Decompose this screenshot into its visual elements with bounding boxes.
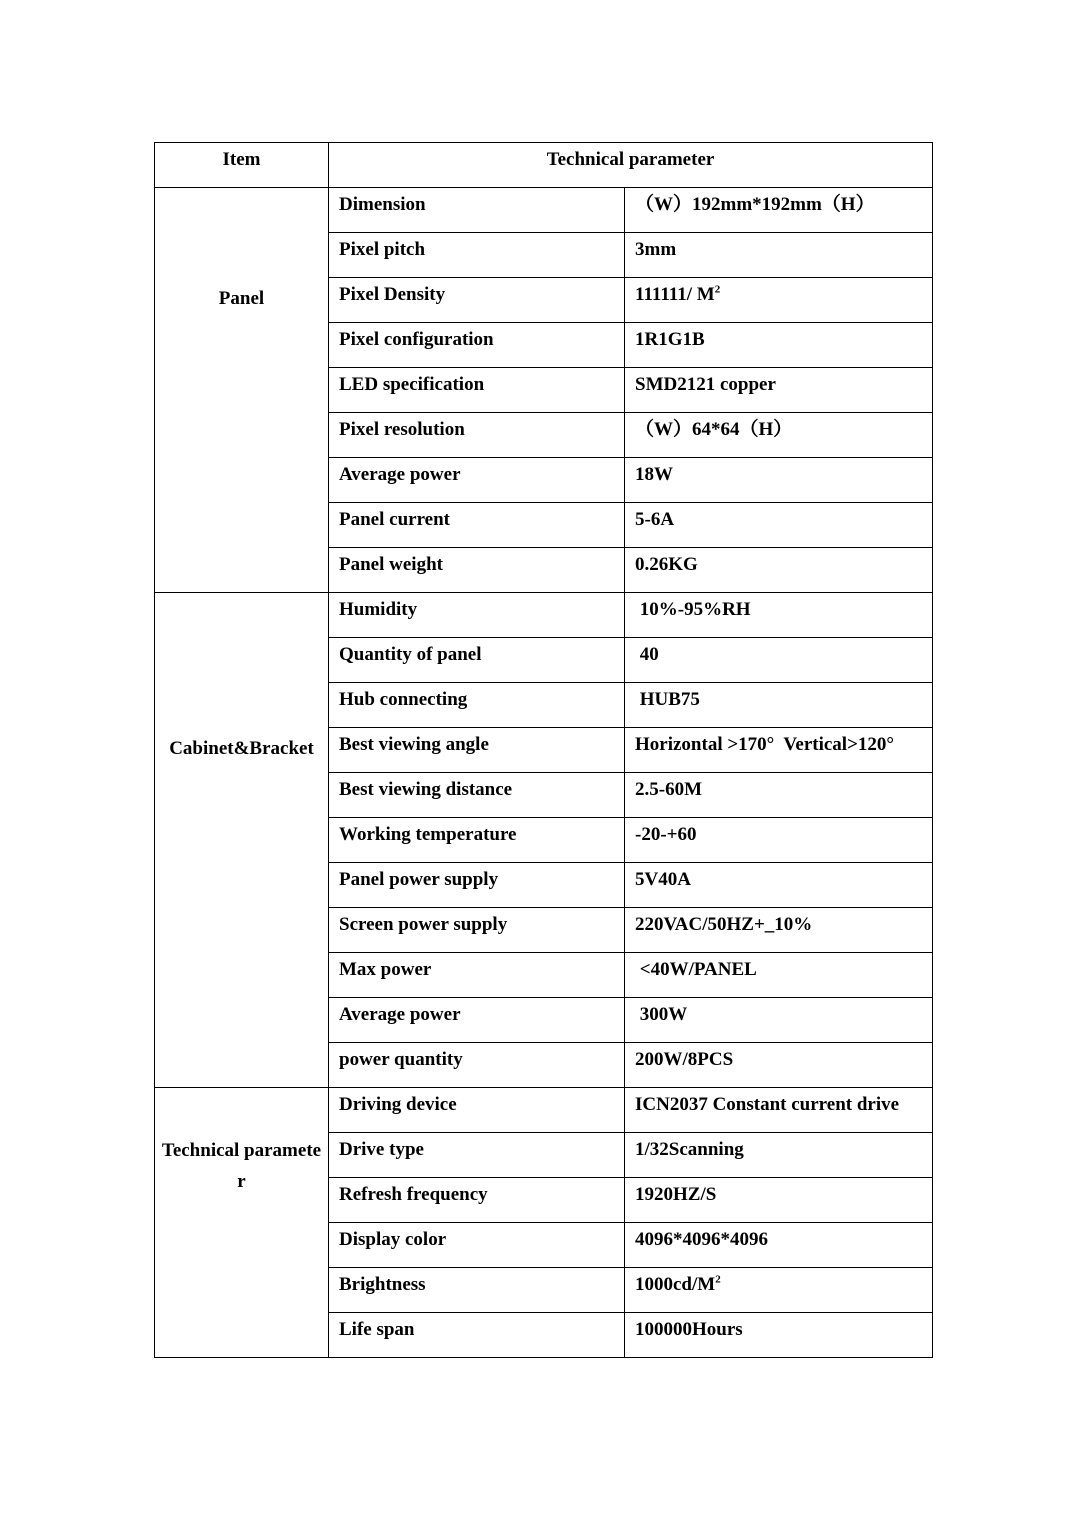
param-label-cell (329, 1043, 625, 1088)
param-value: 300W (635, 1004, 688, 1025)
param-value-cell (625, 188, 933, 233)
header-technical-parameter-cell (329, 143, 933, 188)
param-value: 18W (635, 464, 673, 485)
param-value-wrap (625, 548, 932, 576)
header-technical-parameter: Technical parameter (546, 149, 715, 170)
param-label: Brightness (339, 1274, 426, 1295)
param-label: Pixel pitch (339, 239, 426, 260)
param-value-cell (625, 1223, 933, 1268)
param-value: <40W/PANEL (635, 959, 757, 980)
param-label: Dimension (339, 194, 426, 215)
param-value-cell (625, 908, 933, 953)
param-label: power quantity (339, 1049, 463, 1070)
param-value-wrap (625, 368, 932, 396)
param-label-cell (329, 368, 625, 413)
param-label: Average power (339, 464, 461, 485)
table-row (155, 593, 933, 638)
param-label: Working temperature (339, 824, 517, 845)
param-value-wrap (625, 1088, 932, 1116)
param-label: Panel power supply (339, 869, 499, 890)
param-label-cell (329, 323, 625, 368)
header-item: Item (222, 149, 261, 170)
param-value-cell (625, 323, 933, 368)
param-value-cell (625, 998, 933, 1043)
param-value: 5-6A (635, 509, 675, 530)
param-label: Pixel resolution (339, 419, 465, 440)
param-value-wrap (625, 233, 932, 261)
param-value: HUB75 (635, 689, 700, 710)
param-value: Horizontal >170° Vertical>120° (635, 734, 895, 755)
param-value-wrap (625, 413, 932, 441)
param-value-cell (625, 863, 933, 908)
param-label: Average power (339, 1004, 461, 1025)
param-value-wrap (625, 1043, 932, 1071)
param-label-cell (329, 998, 625, 1043)
param-label: Quantity of panel (339, 644, 482, 665)
param-value-wrap (625, 818, 932, 846)
param-value-cell (625, 593, 933, 638)
param-value: 1920HZ/S (635, 1184, 717, 1205)
param-value-wrap (625, 1313, 932, 1341)
param-value-wrap (625, 188, 932, 216)
group-cell (155, 188, 329, 593)
param-value: ICN2037 Constant current drive (635, 1094, 900, 1115)
param-value-wrap (625, 773, 932, 801)
param-value-wrap (625, 323, 932, 351)
param-value-cell (625, 548, 933, 593)
param-label-cell (329, 1223, 625, 1268)
param-value-superscript: 2 (715, 1273, 721, 1286)
param-label-cell (329, 1133, 625, 1178)
param-value-wrap (625, 1268, 932, 1296)
param-value-cell (625, 233, 933, 278)
param-label-cell (329, 1088, 625, 1133)
group-name: Panel (218, 288, 265, 309)
param-label-cell (329, 818, 625, 863)
spec-table (154, 142, 933, 1358)
param-value-wrap (625, 1223, 932, 1251)
param-label-cell (329, 458, 625, 503)
param-value-cell (625, 683, 933, 728)
param-value: 1R1G1B (635, 329, 705, 350)
param-label-cell (329, 1313, 625, 1358)
param-value: 3mm (635, 239, 677, 260)
param-value: （W）64*64（H） (635, 419, 793, 440)
param-value-cell (625, 1043, 933, 1088)
param-value-wrap (625, 503, 932, 531)
param-value-wrap (625, 953, 932, 981)
param-label-cell (329, 773, 625, 818)
param-label-cell (329, 503, 625, 548)
group-cell (155, 593, 329, 1088)
param-label: Hub connecting (339, 689, 468, 710)
param-label: Display color (339, 1229, 447, 1250)
param-label: Driving device (339, 1094, 457, 1115)
param-value-cell (625, 1133, 933, 1178)
spec-table-body (155, 143, 933, 1358)
param-value-wrap (625, 683, 932, 711)
param-value: 200W/8PCS (635, 1049, 734, 1070)
group-cell (155, 1088, 329, 1358)
param-value-cell (625, 1178, 933, 1223)
param-value: 1/32Scanning (635, 1139, 744, 1160)
param-value-cell (625, 773, 933, 818)
param-value-wrap (625, 593, 932, 621)
param-label-cell (329, 863, 625, 908)
header-row (155, 143, 933, 188)
param-label-cell (329, 908, 625, 953)
param-label-cell (329, 188, 625, 233)
param-label-cell (329, 278, 625, 323)
param-value-cell (625, 728, 933, 773)
param-label: Life span (339, 1319, 415, 1340)
param-value-cell (625, 638, 933, 683)
param-value-wrap (625, 908, 932, 936)
param-label: LED specification (339, 374, 485, 395)
group-name: Technical parameter (161, 1140, 322, 1192)
param-value-cell (625, 503, 933, 548)
param-value-cell (625, 1088, 933, 1133)
param-value: 4096*4096*4096 (635, 1229, 768, 1250)
param-label-cell (329, 728, 625, 773)
param-label-cell (329, 683, 625, 728)
param-value-wrap (625, 1178, 932, 1206)
param-label-cell (329, 1268, 625, 1313)
param-value-cell (625, 818, 933, 863)
param-value: 1000cd/M (635, 1274, 716, 1295)
param-label: Best viewing distance (339, 779, 513, 800)
param-value-wrap (625, 1133, 932, 1161)
param-value: SMD2121 copper (635, 374, 776, 395)
param-label-cell (329, 593, 625, 638)
param-value: 40 (635, 644, 659, 665)
param-value: 220VAC/50HZ+_10% (635, 914, 813, 935)
param-value-cell (625, 953, 933, 998)
param-label: Pixel configuration (339, 329, 494, 350)
param-value: （W）192mm*192mm（H） (635, 194, 875, 215)
param-value-wrap (625, 728, 932, 756)
param-value-cell (625, 1313, 933, 1358)
param-value-wrap (625, 278, 932, 306)
table-row (155, 188, 933, 233)
param-value-cell (625, 458, 933, 503)
param-label: Best viewing angle (339, 734, 489, 755)
param-label-cell (329, 548, 625, 593)
param-label-cell (329, 953, 625, 998)
header-item-cell (155, 143, 329, 188)
group-name: Cabinet&Bracket (169, 738, 314, 759)
param-value-cell (625, 1268, 933, 1313)
param-value: -20-+60 (635, 824, 697, 845)
param-value-cell (625, 278, 933, 323)
table-row (155, 1088, 933, 1133)
param-label-cell (329, 413, 625, 458)
param-value-wrap (625, 863, 932, 891)
param-label: Screen power supply (339, 914, 508, 935)
param-label-cell (329, 638, 625, 683)
param-value-superscript: 2 (714, 283, 721, 296)
param-label: Drive type (339, 1139, 424, 1160)
param-value: 10%-95%RH (635, 599, 751, 620)
param-value-cell (625, 368, 933, 413)
param-value-cell (625, 413, 933, 458)
param-value: 100000Hours (635, 1319, 743, 1340)
param-label: Refresh frequency (339, 1184, 488, 1205)
param-value-wrap (625, 458, 932, 486)
param-label: Humidity (339, 599, 418, 620)
param-value: 111111/ M (635, 284, 715, 305)
param-value: 5V40A (635, 869, 691, 890)
param-label-cell (329, 1178, 625, 1223)
param-label: Panel weight (339, 554, 443, 575)
param-label: Panel current (339, 509, 450, 530)
param-value-wrap (625, 638, 932, 666)
param-label-cell (329, 233, 625, 278)
param-label: Pixel Density (339, 284, 446, 305)
param-value-wrap (625, 998, 932, 1026)
param-value: 2.5-60M (635, 779, 703, 800)
param-value: 0.26KG (635, 554, 698, 575)
param-label: Max power (339, 959, 432, 980)
